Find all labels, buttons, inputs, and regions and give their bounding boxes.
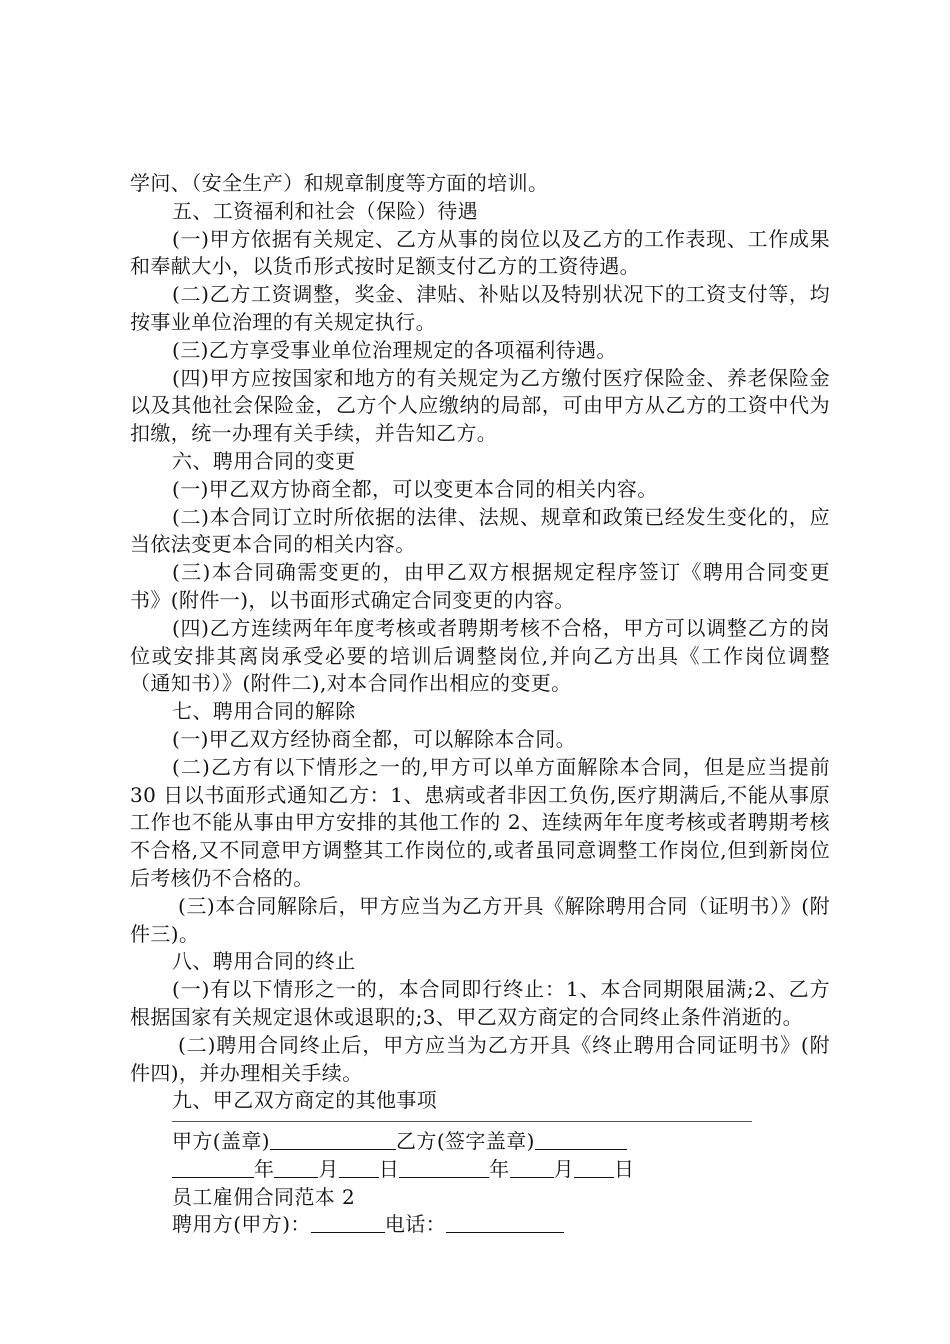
party-b-day-blank[interactable]	[574, 1157, 614, 1178]
party-a-seal-label: 甲方(盖章)	[172, 1129, 271, 1154]
paragraph-8-2: (二)聘用合同终止后，甲方应当为乙方开具《终止聘用合同证明书》(附件四)，并办理相关手续。	[130, 1032, 830, 1085]
party-a-month-blank[interactable]	[274, 1157, 318, 1178]
paragraph-5-3: (三)乙方享受事业单位治理规定的各项福利待遇。	[172, 337, 617, 362]
section-heading-8: 八、聘用合同的终止	[172, 949, 356, 974]
section-heading-7: 七、聘用合同的解除	[172, 699, 356, 724]
employer-name-blank[interactable]	[311, 1212, 385, 1233]
section-heading-6: 六、聘用合同的变更	[172, 448, 356, 473]
paragraph-6-1: (一)甲乙双方协商全都，可以变更本合同的相关内容。	[172, 476, 658, 501]
party-a-seal-blank[interactable]	[270, 1129, 396, 1150]
party-b-seal-label: 乙方(签字盖章)	[396, 1129, 535, 1154]
next-contract-title: 员工雇佣合同范本 2	[172, 1184, 356, 1209]
paragraph-7-3: (三)本合同解除后，甲方应当为乙方开具《解除聘用合同（证明书）》(附件三)。	[130, 893, 830, 946]
employer-row	[130, 1211, 830, 1239]
phone-label: 电话：	[384, 1212, 447, 1237]
year-label: 年	[254, 1156, 275, 1181]
day-label-b: 日	[614, 1156, 635, 1181]
signature-row	[130, 1128, 830, 1156]
paragraph-5-4: (四)甲方应按国家和地方的有关规定为乙方缴付医疗保险金、养老保险金以及其他社会保险金，乙方个人应缴纳的局部，可由甲方从乙方的工资中代为扣缴，统一办理有关手续，并告知乙方。	[130, 365, 830, 446]
year-label-b: 年	[489, 1156, 510, 1181]
party-b-year-blank[interactable]	[399, 1157, 489, 1178]
paragraph-7-2: (二)乙方有以下情形之一的,甲方可以单方面解除本合同，但是应当提前 30 日以书面形式通知乙方：1、患病或者非因工负伤,医疗期满后,不能从事原工作也不能从事由甲方安排的其他工作的 2、连续两年年度考核或者聘期考核不合格,又不同意甲方调整其工作岗位的,或者虽同意调整工作岗位,但到新岗位后考核仍不合格的。	[130, 754, 830, 890]
month-label-b: 月	[553, 1156, 575, 1181]
party-a-day-blank[interactable]	[339, 1157, 379, 1178]
paragraph-8-1: (一)有以下情形之一的，本合同即行终止：1、本合同期限届满;2、乙方根据国家有关规定退休或退职的;3、甲乙双方商定的合同终止条件消逝的。	[130, 977, 830, 1029]
employer-label: 聘用方(甲方)：	[172, 1212, 311, 1237]
paragraph-5-2: (二)乙方工资调整，奖金、津贴、补贴以及特别状况下的工资支付等，均按事业单位治理的有关规定执行。	[130, 282, 830, 334]
paragraph-6-4: (四)乙方连续两年年度考核或者聘期考核不合格，甲方可以调整乙方的岗位或安排其离岗承受必要的培训后调整岗位,并向乙方出具《工作岗位调整（通知书）》(附件二),对本合同作出相应的变更。	[130, 615, 830, 696]
paragraph-7-1: (一)甲乙双方经协商全都，可以解除本合同。	[172, 726, 577, 751]
section-heading-9: 九、甲乙双方商定的其他事项	[172, 1088, 438, 1113]
blank-line-rule	[172, 1121, 752, 1122]
document-page	[130, 170, 830, 1239]
section-heading-5: 五、工资福利和社会（保险）待遇	[172, 198, 478, 223]
party-a-year-blank[interactable]	[172, 1157, 254, 1178]
month-label: 月	[318, 1156, 339, 1181]
paragraph-5-1: (一)甲方依据有关规定、乙方从事的岗位以及乙方的工作表现、工作成果和奉献大小，以货币形式按时足额支付乙方的工资待遇。	[130, 226, 830, 279]
day-label: 日	[378, 1156, 400, 1181]
party-b-month-blank[interactable]	[510, 1157, 554, 1178]
date-row	[130, 1156, 830, 1184]
phone-blank[interactable]	[446, 1212, 564, 1233]
paragraph-0: 学问、（安全生产）和规章制度等方面的培训。	[130, 171, 549, 195]
paragraph-6-3: (三)本合同确需变更的，由甲乙双方根据规定程序签订《聘用合同变更书》(附件一)，以书面形式确定合同变更的内容。	[130, 560, 830, 612]
party-b-seal-blank[interactable]	[535, 1129, 627, 1150]
paragraph-6-2: (二)本合同订立时所依据的法律、法规、规章和政策已经发生变化的，应当依法变更本合同的相关内容。	[130, 504, 830, 557]
